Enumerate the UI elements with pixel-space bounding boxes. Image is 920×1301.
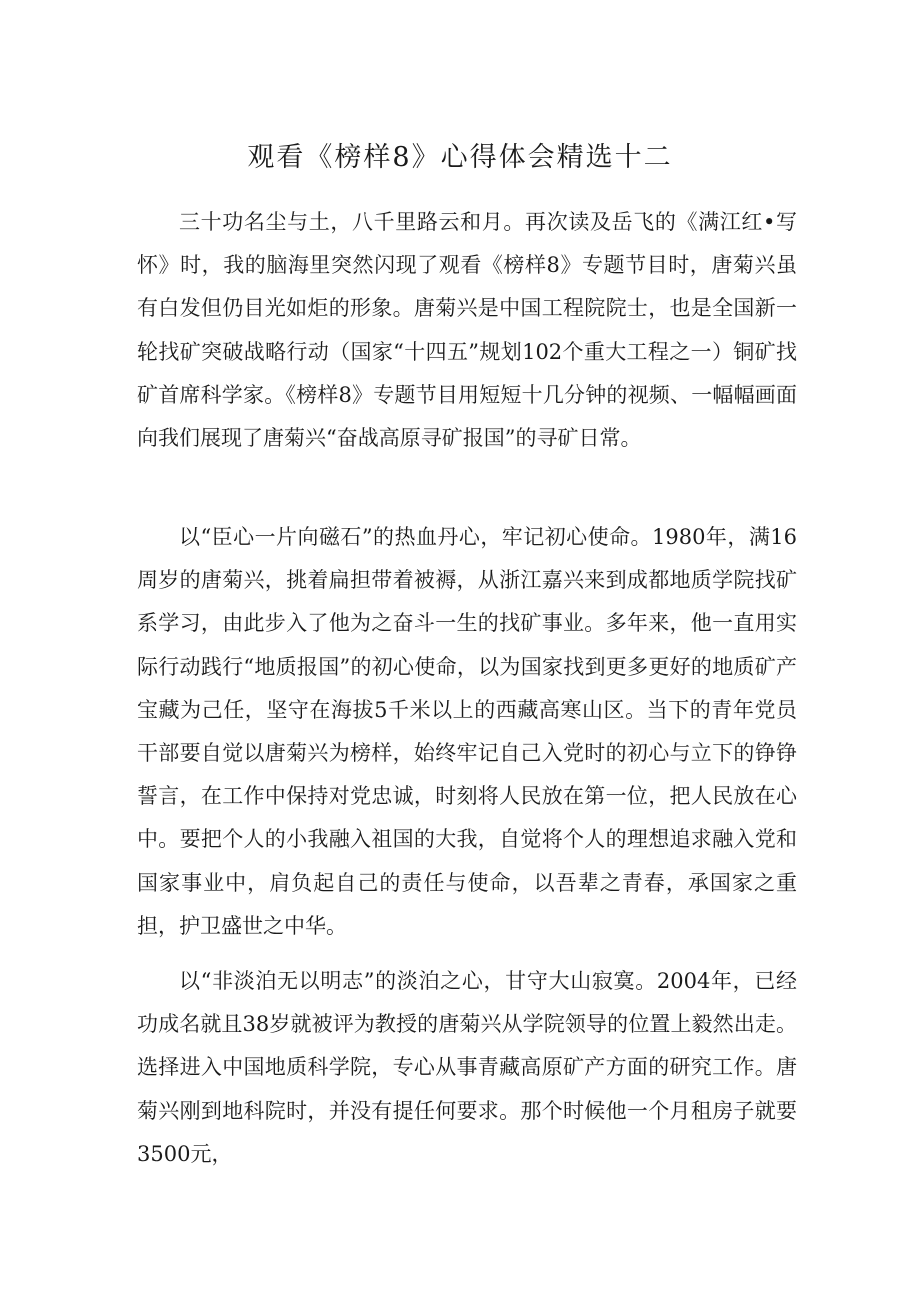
paragraph-2: 以“臣心一片向磁石”的热血丹心，牢记初心使命。1980年，满16周岁的唐菊兴，挑着扁担带着被褥，从浙江嘉兴来到成都地质学院找矿系学习，由此步入了他为之奋斗一生的找矿事业。多年来，他一直用实际行动践行“地质报国”的初心使命，以为国家找到更多更好的地质矿产宝藏为己任，坚守在海拔5千米以上的西藏高寒山区。当下的青年党员干部要自觉以唐菊兴为榜样，始终牢记自己入党时的初心与立下的铮铮誓言，在工作中保持对党忠诚，时刻将人民放在第一位，把人民放在心中。要把个人的小我融入祖国的大我，自觉将个人的理想追求融入党和国家事业中，肩负起自己的责任与使命，以吾辈之青春，承国家之重担，护卫盛世之中华。 bbox=[137, 525, 797, 938]
paragraph-1: 三十功名尘与土，八千里路云和月。再次读及岳飞的《满江红•写怀》时，我的脑海里突然闪现了观看《榜样8》专题节目时，唐菊兴虽有白发但仍目光如炬的形象。唐菊兴是中国工程院院士，也是全国新一轮找矿突破战略行动（国家“十四五”规划102个重大工程之一）铜矿找矿首席科学家。《榜样8》专题节目用短短十几分钟的视频、一幅幅画面向我们展现了唐菊兴“奋战高原寻矿报国”的寻矿日常。 bbox=[137, 210, 797, 451]
document-title: 观看《榜样8》心得体会精选十二 bbox=[247, 142, 673, 173]
paragraph-3: 以“非淡泊无以明志”的淡泊之心，甘守大山寂寞。2004年，已经功成名就且38岁就被评为教授的唐菊兴从学院领导的位置上毅然出走。选择进入中国地质科学院，专心从事青藏高原矿产方面的研究工作。唐菊兴刚到地科院时，并没有提任何要求。那个时候他一个月租房子就要3500元， bbox=[137, 969, 797, 1166]
